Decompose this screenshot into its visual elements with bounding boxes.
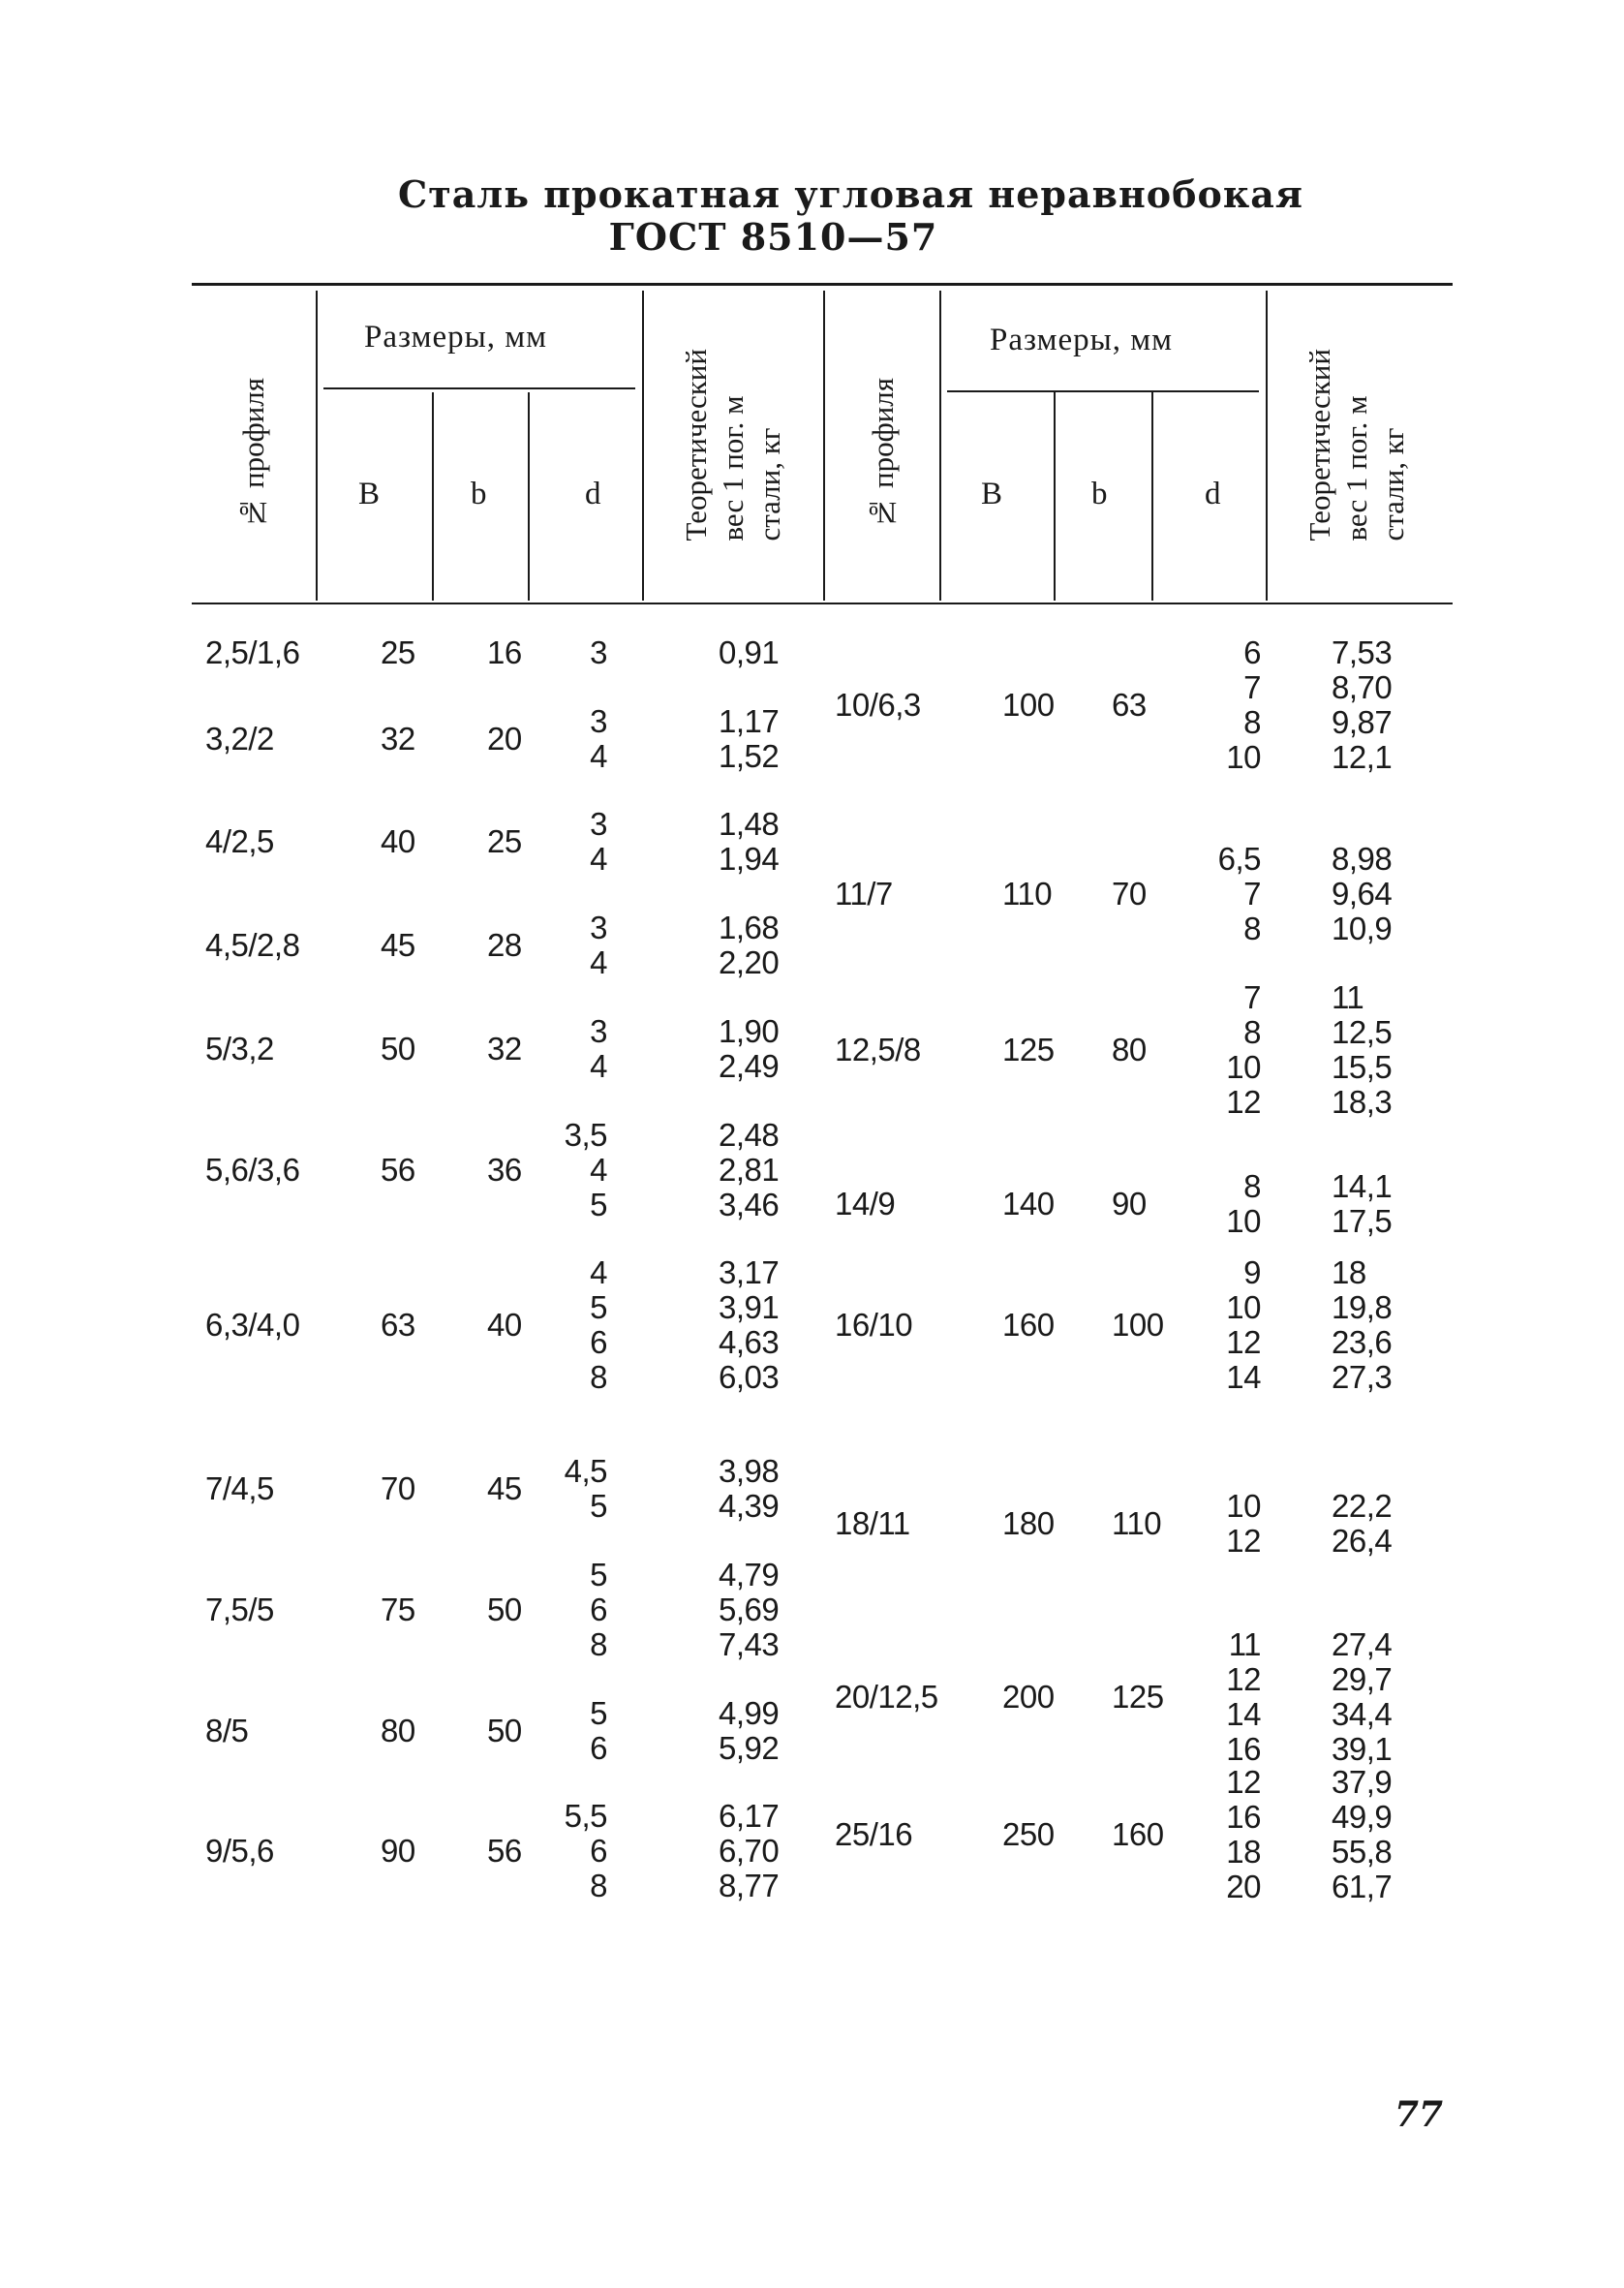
weight-cell: 8,70 [1332, 669, 1393, 705]
width-B-cell: 50 [381, 1031, 415, 1067]
weight-cell: 27,3 [1332, 1359, 1393, 1395]
thickness-cell: 8 [1243, 1014, 1261, 1050]
weight-cell: 2,49 [719, 1048, 780, 1084]
width-b-cell: 80 [1112, 1032, 1147, 1067]
weight-cell: 3,46 [719, 1187, 780, 1222]
profile-cell: 3,2/2 [205, 721, 274, 757]
width-B-cell: 110 [1002, 876, 1053, 912]
weight-cell: 61,7 [1332, 1869, 1393, 1904]
thickness-cell: 3 [590, 1013, 607, 1049]
weight-cell: 3,98 [719, 1453, 780, 1489]
thickness-cell: 3 [590, 910, 607, 945]
thickness-cell: 7 [1243, 979, 1261, 1015]
header-d: d [1205, 477, 1222, 511]
width-B-cell: 32 [381, 721, 415, 757]
weight-cell: 26,4 [1332, 1523, 1393, 1559]
thickness-cell: 6 [590, 1324, 607, 1360]
width-b-cell: 70 [1112, 876, 1147, 912]
thickness-cell: 8 [590, 1359, 607, 1395]
thickness-cell: 6 [590, 1833, 607, 1869]
thickness-cell: 12 [1226, 1324, 1261, 1360]
profile-cell: 5,6/3,6 [205, 1152, 300, 1188]
width-b-cell: 56 [487, 1833, 522, 1869]
thickness-cell: 10 [1226, 1203, 1261, 1239]
weight-cell: 37,9 [1332, 1764, 1393, 1800]
header-profile-no: № профиля [236, 378, 270, 530]
weight-cell: 1,94 [719, 841, 780, 877]
profile-cell: 25/16 [835, 1816, 913, 1852]
width-B-cell: 90 [381, 1833, 415, 1869]
header-divider [939, 291, 941, 601]
thickness-cell: 6 [590, 1592, 607, 1627]
width-b-cell: 63 [1112, 687, 1147, 723]
header-divider [1151, 392, 1153, 601]
width-B-cell: 70 [381, 1470, 415, 1506]
weight-line-1: Теоретический [679, 349, 713, 541]
profile-cell: 7/4,5 [205, 1470, 274, 1506]
thickness-cell: 5 [590, 1695, 607, 1731]
weight-cell: 1,17 [719, 703, 780, 739]
width-B-cell: 200 [1002, 1679, 1055, 1715]
width-b-cell: 28 [487, 927, 522, 963]
thickness-cell: 4,5 [564, 1453, 607, 1489]
weight-cell: 4,99 [719, 1695, 780, 1731]
weight-cell: 3,17 [719, 1254, 780, 1290]
thickness-cell: 8 [590, 1626, 607, 1662]
weight-cell: 8,98 [1332, 841, 1393, 877]
weight-line-2: вес 1 пог. м [716, 395, 750, 541]
thickness-cell: 12 [1226, 1523, 1261, 1559]
profile-cell: 18/11 [835, 1505, 910, 1541]
header-divider [432, 392, 434, 601]
header-b: b [1091, 477, 1109, 511]
width-B-cell: 25 [381, 634, 415, 670]
weight-cell: 12,5 [1332, 1014, 1393, 1050]
weight-cell: 4,39 [719, 1488, 780, 1524]
weight-cell: 15,5 [1332, 1049, 1393, 1085]
header-divider [642, 291, 644, 601]
weight-cell: 3,91 [719, 1289, 780, 1325]
thickness-cell: 10 [1226, 1488, 1261, 1524]
weight-cell: 9,87 [1332, 704, 1393, 740]
profile-cell: 6,3/4,0 [205, 1307, 300, 1343]
weight-cell: 4,63 [719, 1324, 780, 1360]
profile-cell: 4,5/2,8 [205, 927, 300, 963]
weight-cell: 17,5 [1332, 1203, 1393, 1239]
profile-cell: 12,5/8 [835, 1032, 921, 1067]
thickness-cell: 4 [590, 1048, 607, 1084]
weight-cell: 27,4 [1332, 1626, 1393, 1662]
header-B: B [358, 477, 382, 511]
thickness-cell: 14 [1226, 1696, 1261, 1732]
header-divider [528, 392, 530, 601]
width-B-cell: 63 [381, 1307, 415, 1343]
width-b-cell: 110 [1112, 1505, 1162, 1541]
width-b-cell: 25 [487, 823, 522, 859]
width-B-cell: 250 [1002, 1816, 1055, 1852]
width-B-cell: 125 [1002, 1032, 1055, 1067]
width-b-cell: 40 [487, 1307, 522, 1343]
weight-cell: 2,81 [719, 1152, 780, 1188]
width-b-cell: 100 [1112, 1307, 1164, 1343]
thickness-cell: 10 [1226, 1289, 1261, 1325]
weight-cell: 1,48 [719, 806, 780, 842]
thickness-cell: 7 [1243, 669, 1261, 705]
thickness-cell: 4 [590, 738, 607, 774]
thickness-cell: 16 [1226, 1799, 1261, 1835]
thickness-cell: 8 [1243, 704, 1261, 740]
thickness-cell: 8 [590, 1868, 607, 1903]
width-b-cell: 20 [487, 721, 522, 757]
width-b-cell: 50 [487, 1592, 522, 1627]
width-b-cell: 50 [487, 1713, 522, 1748]
thickness-cell: 10 [1226, 739, 1261, 775]
thickness-cell: 6 [590, 1730, 607, 1766]
weight-cell: 1,52 [719, 738, 780, 774]
width-B-cell: 56 [381, 1152, 415, 1188]
weight-cell: 10,9 [1332, 911, 1393, 946]
thickness-cell: 16 [1226, 1731, 1261, 1767]
weight-line-3: стали, кг [1376, 427, 1410, 541]
width-B-cell: 180 [1002, 1505, 1055, 1541]
page-number: 77 [1394, 2094, 1444, 2135]
thickness-cell: 3 [590, 806, 607, 842]
page-title: Сталь прокатная угловая неравнобокая [398, 172, 1303, 216]
profile-cell: 4/2,5 [205, 823, 274, 859]
weight-cell: 1,68 [719, 910, 780, 945]
weight-cell: 0,91 [719, 634, 780, 670]
header-dimensions: Размеры, мм [364, 320, 548, 355]
thickness-cell: 5 [590, 1557, 607, 1592]
weight-cell: 23,6 [1332, 1324, 1393, 1360]
dims-sub-rule-left [323, 387, 635, 389]
thickness-cell: 3 [590, 703, 607, 739]
width-B-cell: 75 [381, 1592, 415, 1627]
weight-line-3: стали, кг [752, 427, 786, 541]
thickness-cell: 12 [1226, 1084, 1261, 1120]
width-b-cell: 160 [1112, 1816, 1164, 1852]
thickness-cell: 5,5 [564, 1798, 607, 1834]
thickness-cell: 8 [1243, 1168, 1261, 1204]
weight-cell: 7,43 [719, 1626, 780, 1662]
header-bottom-rule [192, 603, 1453, 604]
weight-cell: 12,1 [1332, 739, 1393, 775]
width-b-cell: 45 [487, 1470, 522, 1506]
weight-line-1: Теоретический [1302, 349, 1336, 541]
profile-cell: 2,5/1,6 [205, 634, 300, 670]
profile-cell: 20/12,5 [835, 1679, 938, 1715]
header-dimensions: Размеры, мм [990, 323, 1174, 357]
weight-cell: 9,64 [1332, 876, 1393, 912]
standard-code: ГОСТ 8510—57 [608, 215, 938, 259]
weight-cell: 14,1 [1332, 1168, 1393, 1204]
weight-cell: 11 [1332, 979, 1364, 1015]
thickness-cell: 5 [590, 1289, 607, 1325]
thickness-cell: 5 [590, 1488, 607, 1524]
thickness-cell: 14 [1226, 1359, 1261, 1395]
width-B-cell: 140 [1002, 1186, 1055, 1221]
header-weight [678, 349, 788, 541]
weight-cell: 2,48 [719, 1117, 780, 1153]
weight-cell: 49,9 [1332, 1799, 1393, 1835]
thickness-cell: 4 [590, 841, 607, 877]
thickness-cell: 12 [1226, 1661, 1261, 1697]
weight-cell: 7,53 [1332, 634, 1393, 670]
header-d: d [585, 477, 602, 511]
header-weight [1302, 349, 1412, 541]
width-b-cell: 16 [487, 634, 522, 670]
weight-cell: 55,8 [1332, 1834, 1393, 1870]
weight-cell: 29,7 [1332, 1661, 1393, 1697]
profile-cell: 16/10 [835, 1307, 913, 1343]
header-B: B [981, 477, 1004, 511]
profile-cell: 7,5/5 [205, 1592, 274, 1627]
table-top-rule [192, 283, 1453, 286]
thickness-cell: 4 [590, 1254, 607, 1290]
thickness-cell: 3 [590, 634, 607, 670]
weight-cell: 1,90 [719, 1013, 780, 1049]
width-b-cell: 90 [1112, 1186, 1147, 1221]
width-B-cell: 100 [1002, 687, 1055, 723]
thickness-cell: 7 [1243, 876, 1261, 912]
weight-cell: 6,17 [719, 1798, 780, 1834]
thickness-cell: 9 [1243, 1254, 1261, 1290]
thickness-cell: 11 [1228, 1626, 1261, 1662]
profile-cell: 10/6,3 [835, 687, 921, 723]
profile-cell: 9/5,6 [205, 1833, 274, 1869]
weight-cell: 18,3 [1332, 1084, 1393, 1120]
profile-cell: 5/3,2 [205, 1031, 274, 1067]
weight-cell: 19,8 [1332, 1289, 1393, 1325]
header-divider [1054, 392, 1056, 601]
profile-cell: 8/5 [205, 1713, 249, 1748]
thickness-cell: 6 [1243, 634, 1261, 670]
weight-cell: 5,69 [719, 1592, 780, 1627]
weight-cell: 22,2 [1332, 1488, 1393, 1524]
profile-cell: 14/9 [835, 1186, 896, 1221]
thickness-cell: 4 [590, 1152, 607, 1188]
thickness-cell: 8 [1243, 911, 1261, 946]
header-divider [316, 291, 318, 601]
dims-sub-rule-right [947, 390, 1259, 392]
weight-cell: 6,03 [719, 1359, 780, 1395]
weight-cell: 8,77 [719, 1868, 780, 1903]
width-b-cell: 125 [1112, 1679, 1164, 1715]
width-B-cell: 45 [381, 927, 415, 963]
width-b-cell: 32 [487, 1031, 522, 1067]
header-divider [1266, 291, 1268, 601]
width-B-cell: 160 [1002, 1307, 1055, 1343]
weight-cell: 6,70 [719, 1833, 780, 1869]
width-b-cell: 36 [487, 1152, 522, 1188]
weight-cell: 39,1 [1332, 1731, 1393, 1767]
weight-line-2: вес 1 пог. м [1339, 395, 1373, 541]
thickness-cell: 20 [1226, 1869, 1261, 1904]
thickness-cell: 3,5 [564, 1117, 607, 1153]
weight-cell: 4,79 [719, 1557, 780, 1592]
weight-cell: 34,4 [1332, 1696, 1393, 1732]
width-B-cell: 80 [381, 1713, 415, 1748]
thickness-cell: 4 [590, 944, 607, 980]
header-divider [823, 291, 825, 601]
thickness-cell: 18 [1226, 1834, 1261, 1870]
header-b: b [471, 477, 488, 511]
thickness-cell: 10 [1226, 1049, 1261, 1085]
width-B-cell: 40 [381, 823, 415, 859]
weight-cell: 18 [1332, 1254, 1366, 1290]
header-profile-no: № профиля [866, 378, 900, 530]
weight-cell: 5,92 [719, 1730, 780, 1766]
thickness-cell: 6,5 [1217, 841, 1261, 877]
weight-cell: 2,20 [719, 944, 780, 980]
profile-cell: 11/7 [835, 876, 893, 912]
thickness-cell: 5 [590, 1187, 607, 1222]
thickness-cell: 12 [1226, 1764, 1261, 1800]
